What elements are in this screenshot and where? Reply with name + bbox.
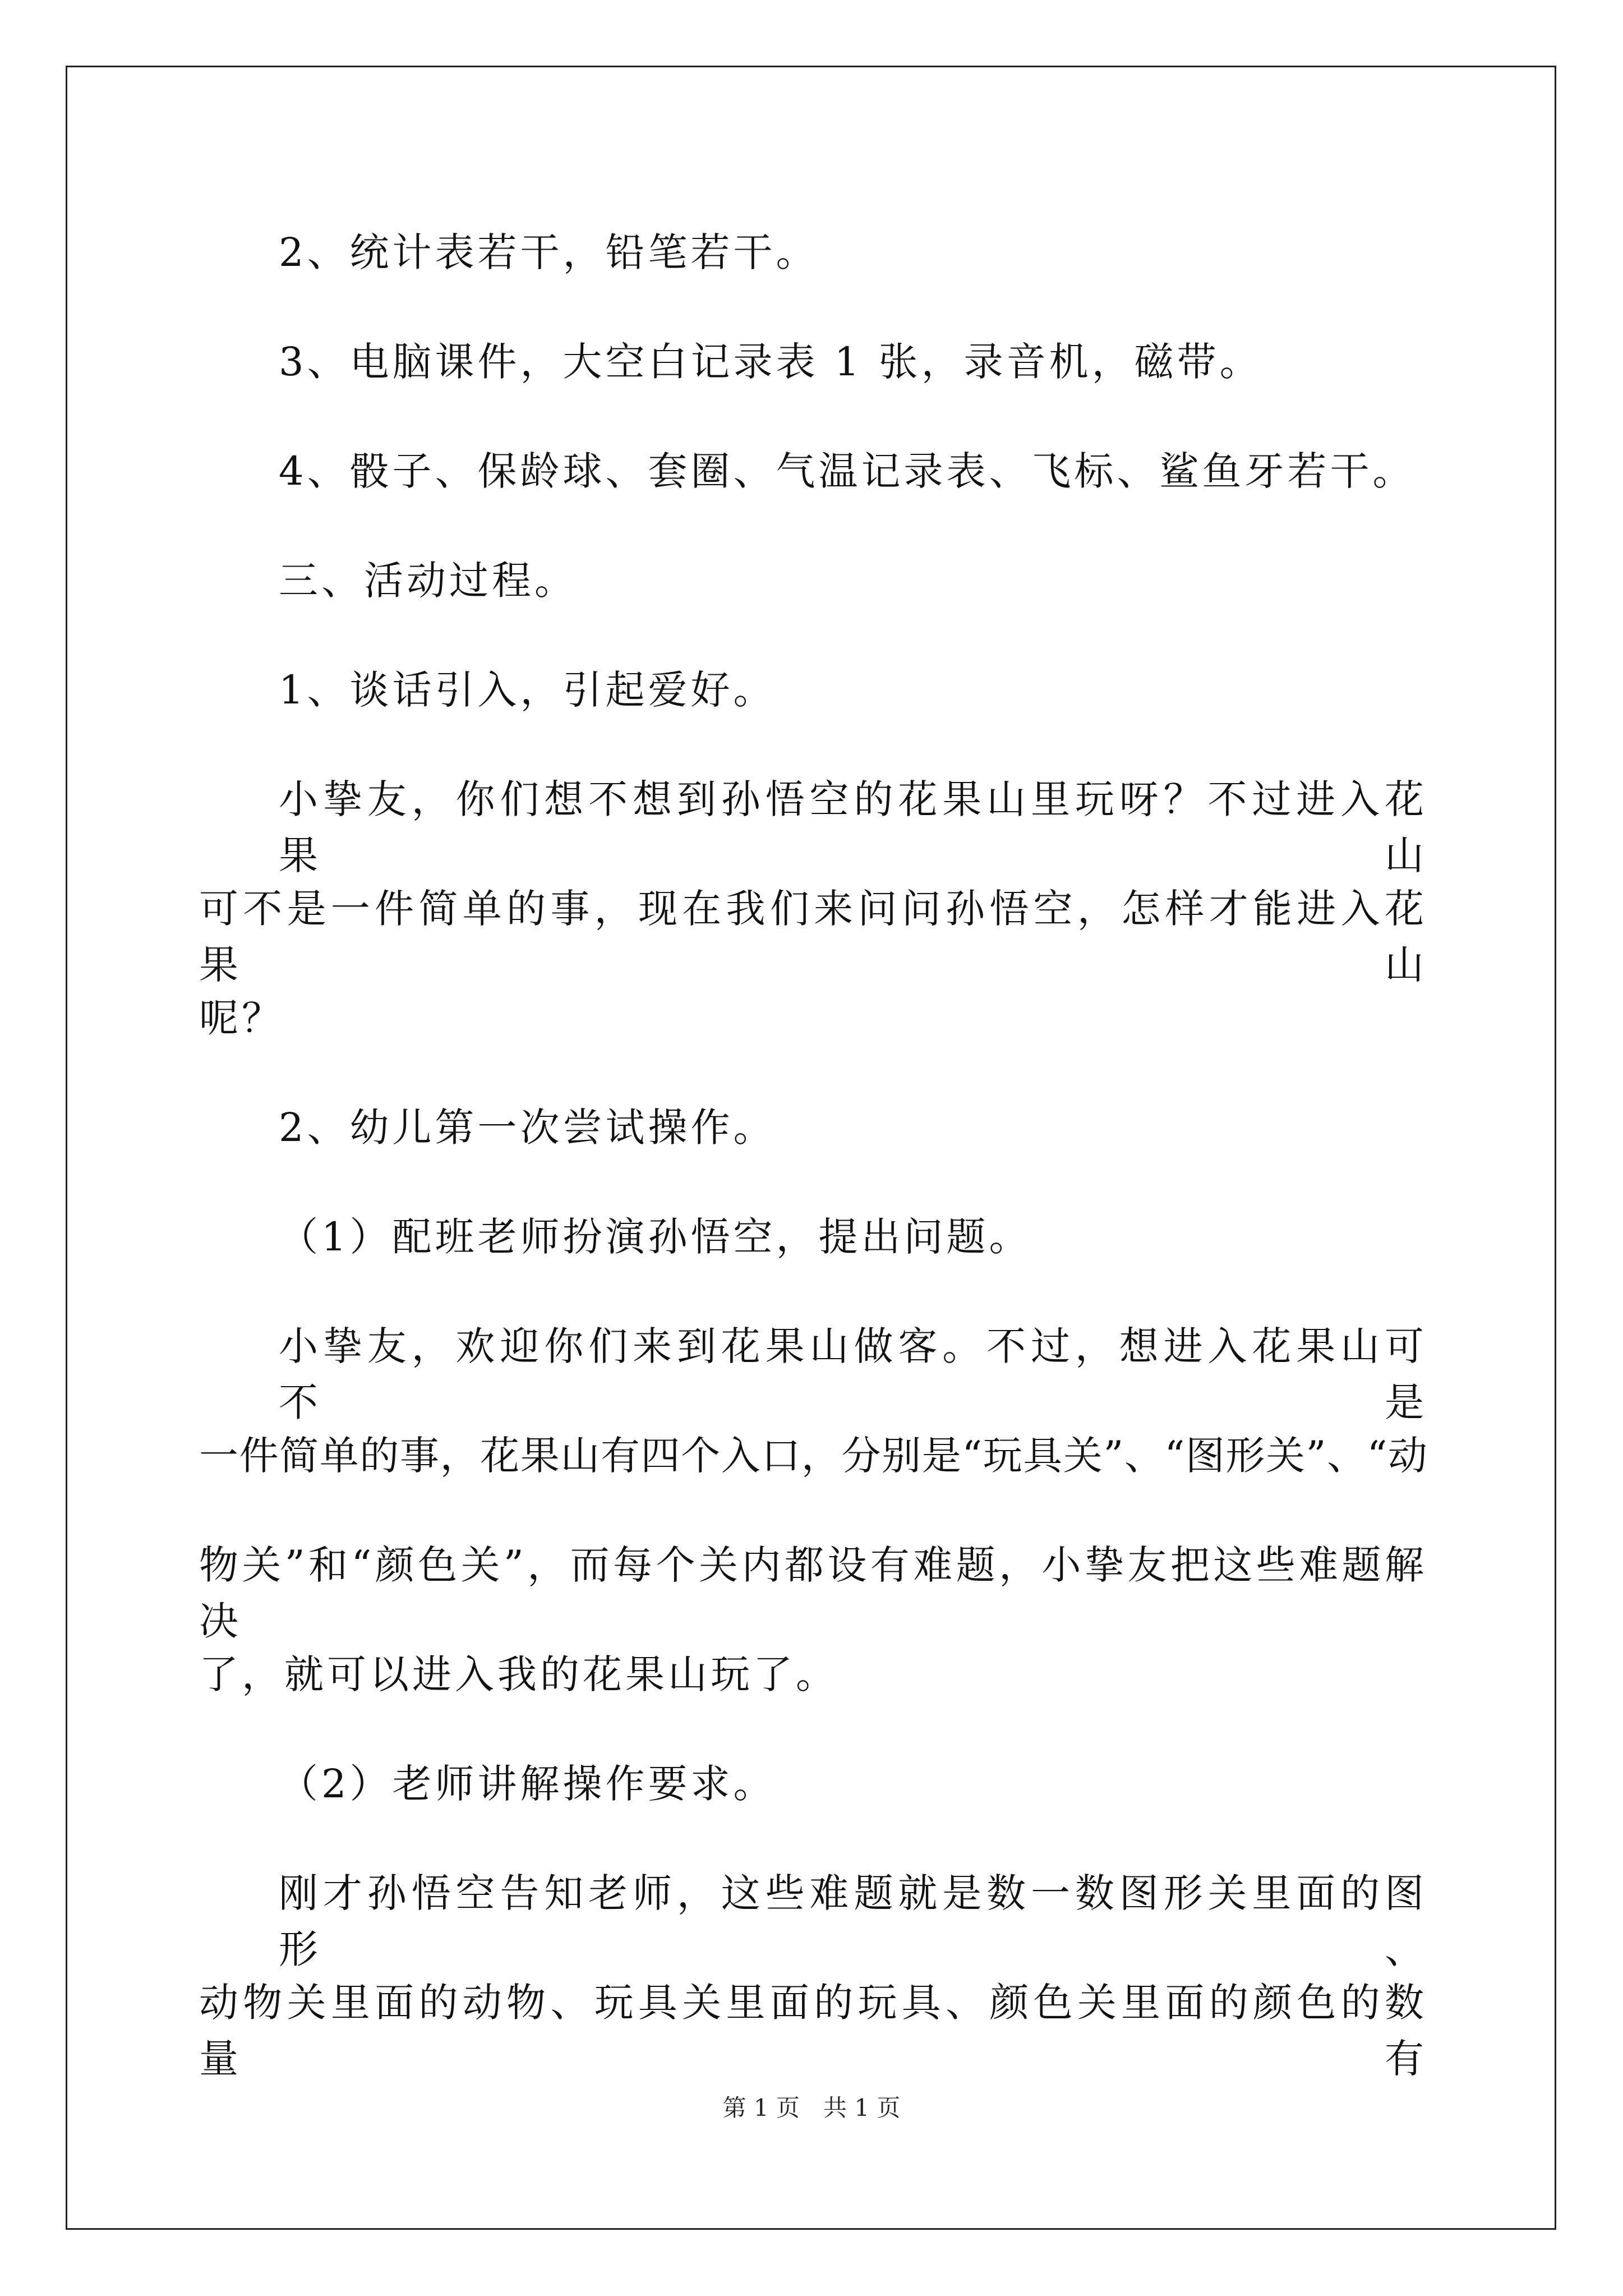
- text-line: 2、统计表若干，铅笔若干。: [279, 229, 819, 275]
- text-line: 了，就可以进入我的花果山玩了。: [199, 1651, 838, 1697]
- text-line: 一件简单的事，花果山有四个入口，分别是“玩具关”、“图形关”、“动: [199, 1433, 1427, 1479]
- text-line: 可不是一件简单的事，现在我们来问问孙悟空，怎样才能进入花果山: [199, 886, 1427, 988]
- text-line: 小挚友，欢迎你们来到花果山做客。不过，想进入花果山可不是: [279, 1323, 1427, 1425]
- text-line: 1、谈话引入，引起爱好。: [279, 667, 776, 713]
- page-number: 第 1 页 共 1 页: [722, 2094, 901, 2122]
- text-line: 物关”和“颜色关”，而每个关内都设有难题，小挚友把这些难题解决: [199, 1542, 1427, 1644]
- text-line: 3、电脑课件，大空白记录表 1 张，录音机，磁带。: [279, 339, 1262, 385]
- text-line: 刚才孙悟空告知老师，这些难题就是数一数图形关里面的图形、: [279, 1870, 1427, 1972]
- text-line: 动物关里面的动物、玩具关里面的玩具、颜色关里面的颜色的数量有: [199, 1980, 1427, 2082]
- text-line: 小挚友，你们想不想到孙悟空的花果山里玩呀？不过进入花果山: [279, 776, 1427, 878]
- text-line: 2、幼儿第一次尝试操作。: [279, 1105, 776, 1151]
- section-heading: 三、活动过程。: [279, 558, 577, 604]
- text-line: （2）老师讲解操作要求。: [279, 1761, 776, 1807]
- text-line: （1）配班老师扮演孙悟空，提出问题。: [279, 1214, 1032, 1260]
- text-line: 呢？: [199, 995, 284, 1041]
- text-line: 4、骰子、保龄球、套圈、气温记录表、飞标、鲨鱼牙若干。: [279, 448, 1415, 494]
